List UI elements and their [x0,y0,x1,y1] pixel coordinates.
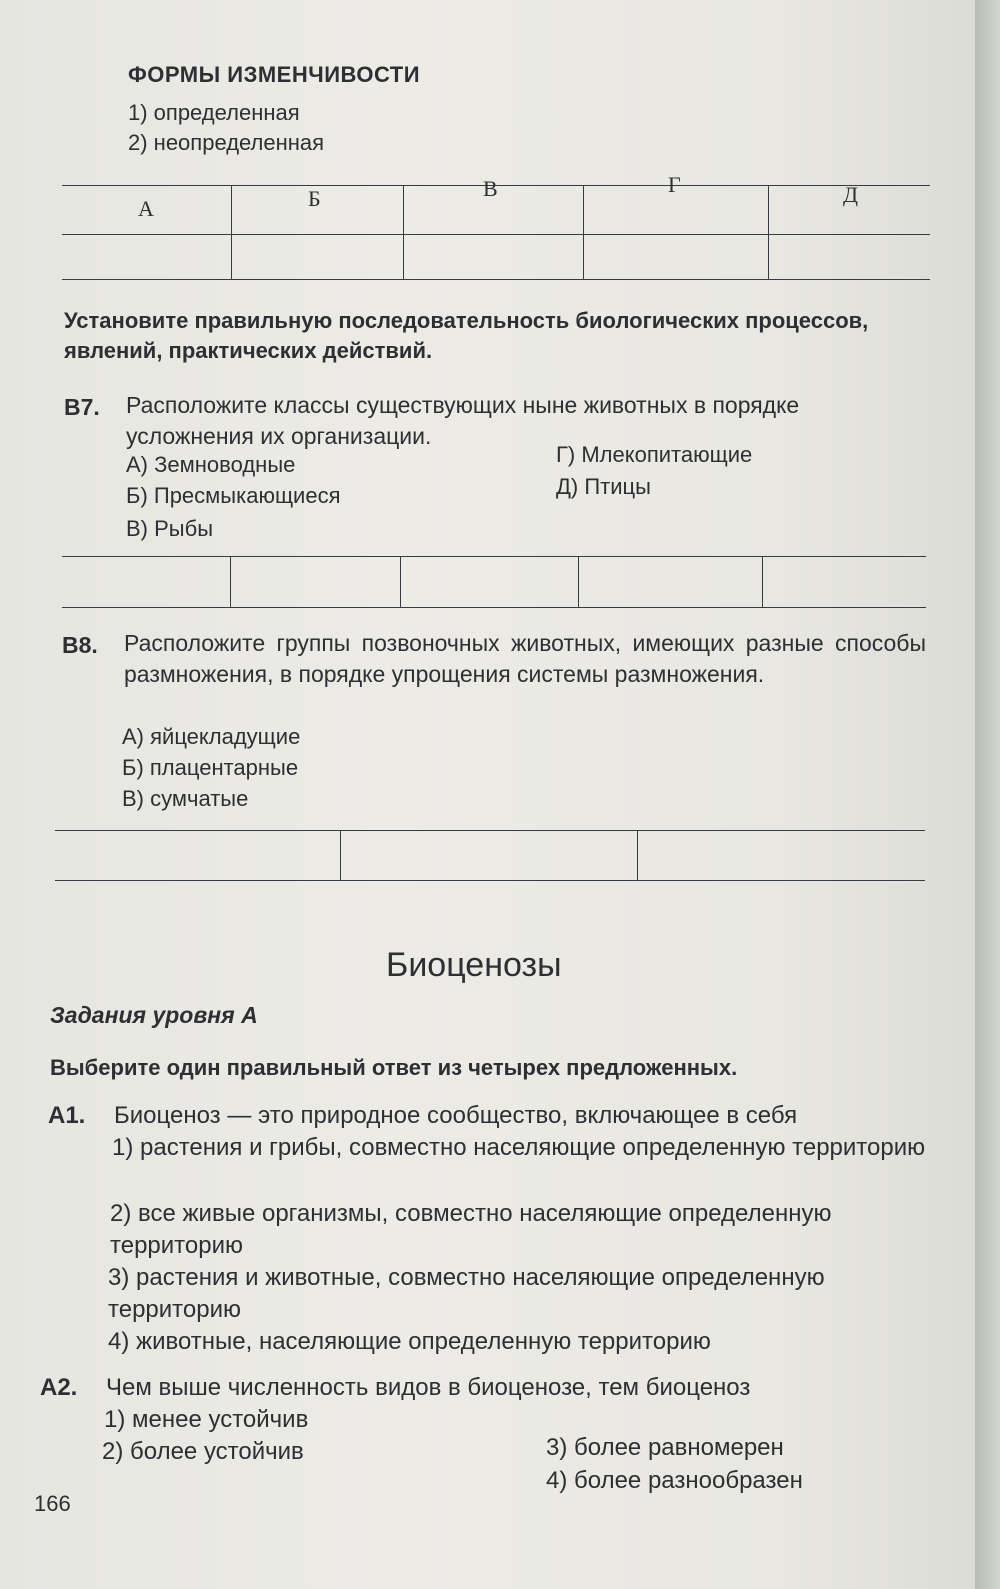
table-header-g: Г [668,172,681,197]
table-header-v: В [483,176,498,201]
a2-option-3: 3) более равномерен [546,1434,784,1461]
a1-option-4: 4) животные, населяющие определенную территорию [108,1328,711,1355]
a2-number: А2. [40,1374,78,1401]
b8-option-a: А) яйцекладущие [122,724,301,749]
table-header-a: А [138,196,154,221]
a1-option-3: 3) растения и животные, совместно населяющие определенную территорию [108,1264,825,1323]
page-number: 166 [34,1491,71,1516]
b7-question: Расположите классы существующих ныне животных в порядке усложнения их организации. [126,392,800,449]
table-header-b: Б [308,186,321,211]
table-header-d: Д [843,182,859,207]
page-edge [975,0,1000,1589]
forms-item-2: 2) неопределенная [128,130,325,155]
section-title: Биоценозы [386,946,562,984]
b8-number: В8. [62,632,98,658]
choose-instruction: Выберите один правильный ответ из четырех предложенных. [50,1055,738,1080]
b7-option-a: А) Земноводные [126,452,296,477]
a1-option-2: 2) все живые организмы, совместно населяющие определенную территорию [110,1200,832,1259]
a1-option-1: 1) растения и грибы, совместно населяющие определенную территорию [112,1134,926,1161]
b7-option-b: Б) Пресмыкающиеся [126,483,341,508]
sequence-instruction: Установите правильную последовательность биологических процессов, явлений, практических действий. [64,308,869,363]
b8-option-v: В) сумчатые [122,786,249,811]
b8-option-b: Б) плацентарные [122,755,299,780]
b7-number: В7. [64,394,100,420]
b8-question: Расположите группы позвоночных животных, имеющих разные способы размножения, в порядке упрощения системы размножения. [124,630,926,687]
level-heading: Задания уровня А [50,1002,258,1028]
a1-question: Биоценоз — это природное сообщество, включающее в себя [114,1102,798,1129]
b7-option-d: Д) Птицы [556,474,651,499]
b7-option-g: Г) Млекопитающие [556,442,753,467]
b7-option-v: В) Рыбы [126,516,214,541]
a1-number: А1. [48,1102,86,1129]
a2-option-1: 1) менее устойчив [104,1406,309,1433]
forms-item-1: 1) определенная [128,100,300,125]
a2-option-4: 4) более разнообразен [546,1467,803,1494]
a2-question: Чем выше численность видов в биоценозе, тем биоценоз [106,1374,751,1401]
forms-title: ФОРМЫ ИЗМЕНЧИВОСТИ [128,62,421,87]
a2-option-2: 2) более устойчив [102,1438,304,1465]
